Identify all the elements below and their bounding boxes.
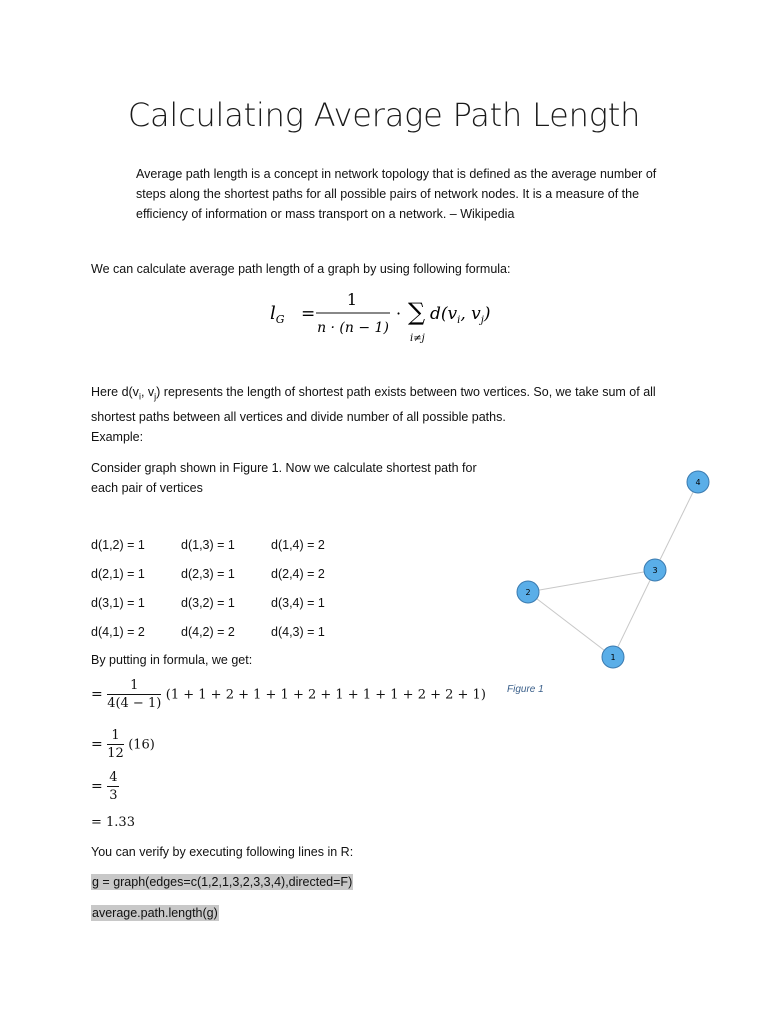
edge-3-4 [655, 482, 698, 570]
svg-text:2: 2 [525, 588, 531, 597]
formula-lhs: l [270, 303, 276, 324]
svg-text:1: 1 [610, 653, 616, 662]
document-title: Calculating Average Path Length [127, 96, 641, 134]
edge-1-2 [528, 592, 613, 657]
distance-cell: d(2,1) = 1 [91, 567, 145, 581]
graph-figure [490, 460, 730, 680]
distance-cell: d(2,3) = 1 [181, 567, 235, 581]
formula-sum-sub: i≠j [410, 333, 425, 344]
average-path-length-formula [270, 286, 510, 346]
svg-text:d(vi, vj): $d(v_i$, $v_j$) [430, 304, 491, 326]
edge-2-3 [528, 570, 655, 592]
formula-numerator: 1 [346, 290, 358, 309]
formula-lhs-sub: G [275, 313, 285, 326]
intro-paragraph: Average path length is a concept in network topology that is defined as the average number of steps along the shortest paths for all possible pairs of network nodes. It is a measure of the efficiency of information or mass transport on a network. – Wikipedia [136, 167, 657, 221]
example-label: Example: [91, 430, 144, 444]
distance-cell: d(4,3) = 1 [271, 625, 325, 639]
formula-dot: · [396, 304, 402, 323]
verify-text: You can verify by executing following lines in R: [91, 845, 354, 859]
explanation-paragraph: Here $d(v_i$, $v_j$) represents the length of shortest path exists between two vertices. So, we take sum of all shortest paths between all vertices and divide number of all possible paths. [91, 385, 656, 424]
code-line-graph: g = graph(edges=c(1,2,1,3,2,3,3,4),directed=F) [92, 875, 353, 889]
distance-cell: d(1,4) = 2 [271, 538, 325, 552]
svg-text:4: 4 [695, 478, 701, 487]
consider-paragraph: Consider graph shown in Figure 1. Now we calculate shortest path for each pair of vertices [91, 461, 477, 495]
distance-cell: d(4,2) = 2 [181, 625, 235, 639]
fraction: $\frac{4}{3}$ [109, 770, 118, 803]
formula-denominator: n · (n − 1) [317, 320, 389, 336]
distance-cell: d(1,3) = 1 [181, 538, 235, 552]
calculation-step-3: = $\frac{4}{3}$ [91, 770, 118, 803]
svg-text:3: 3 [652, 566, 658, 575]
fraction: $\frac{1}{12}$ [107, 728, 124, 761]
distance-cell: d(2,4) = 2 [271, 567, 325, 581]
formula-sum: ∑ [408, 298, 426, 326]
node-2 [517, 581, 539, 603]
distance-cell: d(3,2) = 1 [181, 596, 235, 610]
formula-term: d(v [430, 304, 458, 324]
putting-in-formula-text: By putting in formula, we get: [91, 653, 253, 667]
calculation-result: = 1.33 [91, 815, 135, 830]
distance-cell: d(3,4) = 1 [271, 596, 325, 610]
figure-caption: Figure 1 [507, 684, 544, 695]
edge-1-3 [613, 570, 655, 657]
fraction: $\frac{1}{4(4 - 1)}$ [107, 678, 162, 711]
formula-equals: = [301, 304, 316, 324]
distance-cell: d(4,1) = 2 [91, 625, 145, 639]
calculation-step-1: = $\frac{1}{4(4 - 1)}$ (1 + 1 + 2 + 1 + 1 + 2 + 1 + 1 + 1 + 2 + 2 + 1) [91, 678, 486, 711]
node-1 [602, 646, 624, 668]
node-3 [644, 559, 666, 581]
svg-text:lG [270, 303, 285, 326]
calculation-step-2: = $\frac{1}{12}$ (16) [91, 728, 155, 761]
code-line-average: average.path.length(g) [92, 906, 218, 920]
distance-cell: d(3,1) = 1 [91, 596, 145, 610]
distance-cell: d(1,2) = 1 [91, 538, 145, 552]
formula-lead-text: We can calculate average path length of a graph by using following formula: [91, 262, 511, 276]
node-4 [687, 471, 709, 493]
